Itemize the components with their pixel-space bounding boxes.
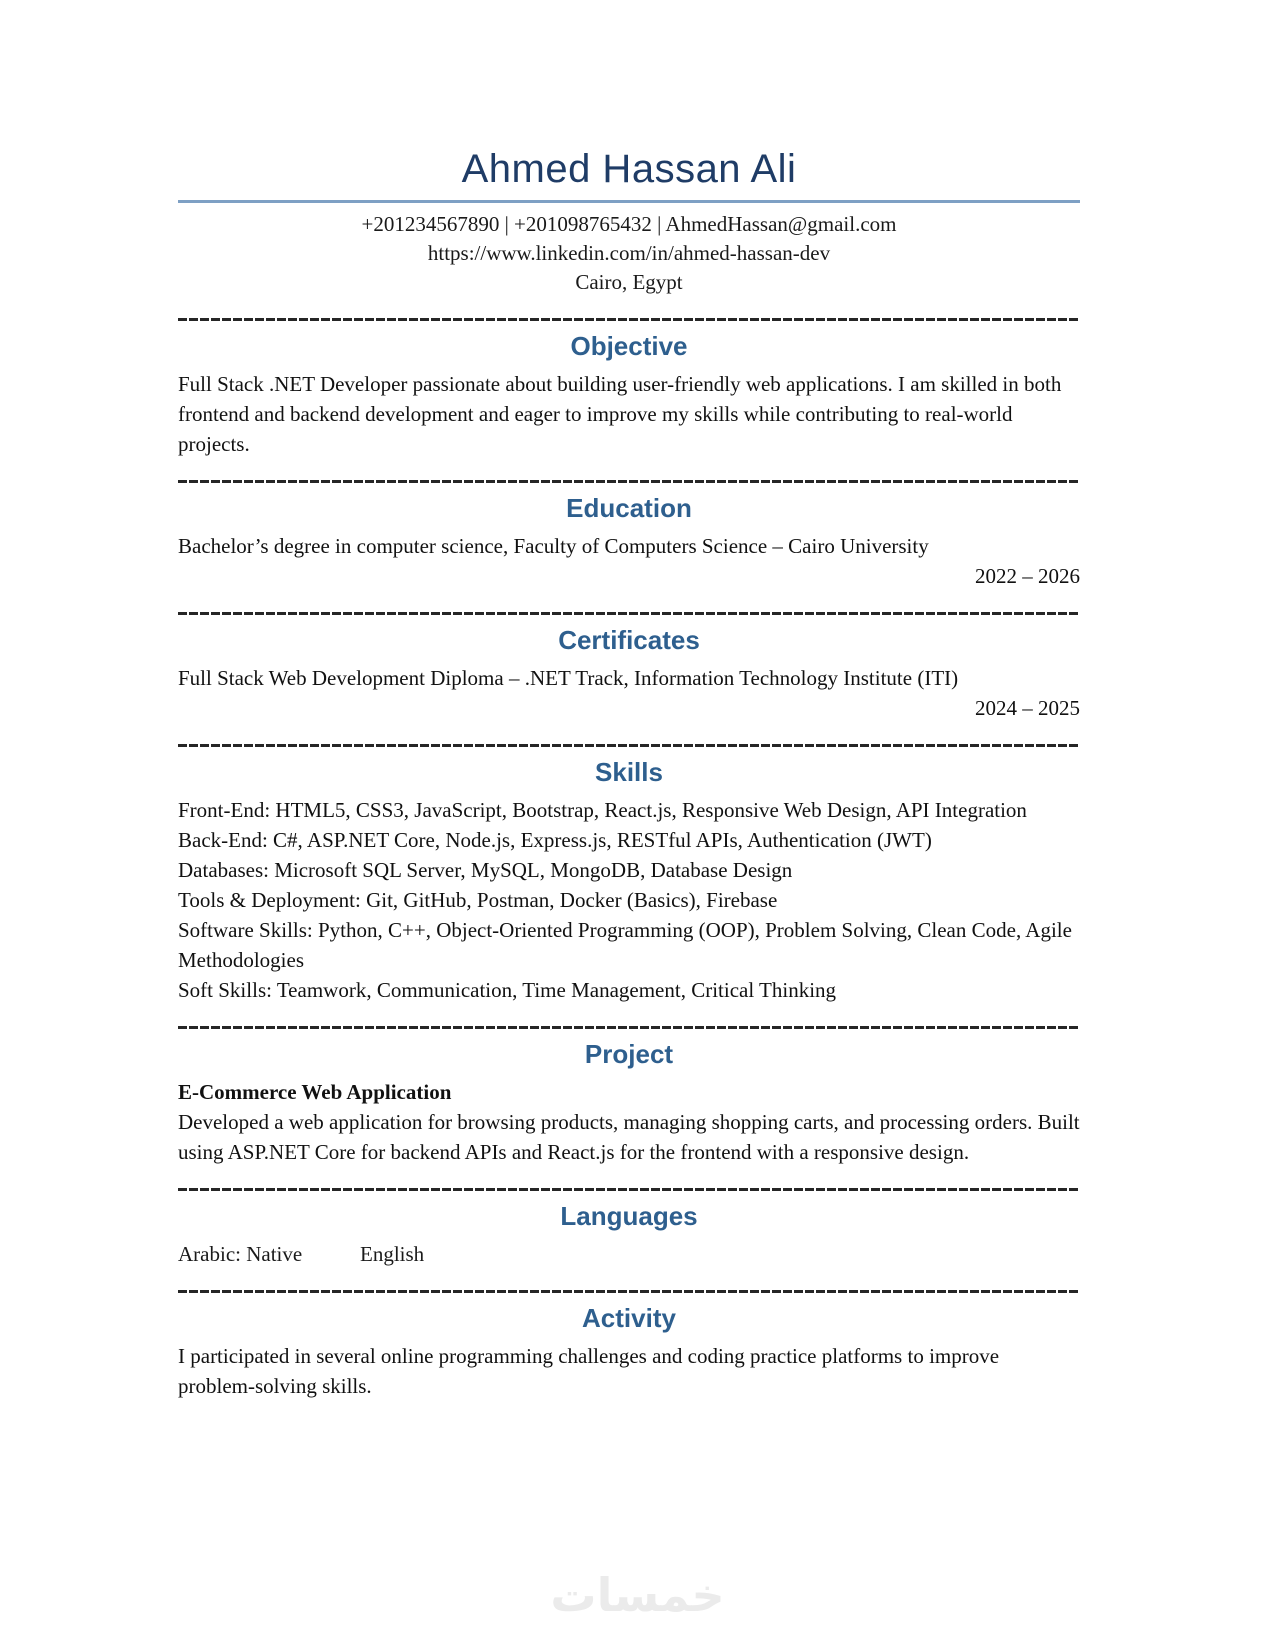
skill-line-soft-skills: Soft Skills: Teamwork, Communication, Time Management, Critical Thinking [178,978,837,1002]
section-title-project: Project [584,1039,674,1069]
skill-line-back-end: Back-End: C#, ASP.NET Core, Node.js, Express.js, RESTful APIs, Authentication (JWT) [178,828,932,852]
section-separator [178,318,1080,321]
section-title-skills: Skills [595,757,663,787]
location-line: Cairo, Egypt [575,270,683,294]
linkedin-url: https://www.linkedin.com/in/ahmed-hassan-dev [427,241,831,265]
contact-phones-email: +201234567890 | +201098765432 | AhmedHassan@gmail.com [361,212,897,236]
section-separator [178,1188,1080,1191]
education-degree: Bachelor’s degree in computer science, Faculty of Computers Science – Cairo University [178,534,929,558]
section-title-languages: Languages [560,1201,698,1231]
section-title-certificates: Certificates [558,625,700,655]
language-english: English [360,1242,425,1266]
section-title-objective: Objective [570,331,688,361]
language-arabic: Arabic: Native [178,1242,303,1266]
skill-line-tools-deployment: Tools & Deployment: Git, GitHub, Postman, Docker (Basics), Firebase [178,888,778,912]
section-title-activity: Activity [582,1303,676,1333]
education-dates: 2022 – 2026 [975,564,1080,588]
candidate-name: Ahmed Hassan Ali [461,147,797,191]
section-separator [178,612,1080,615]
objective-text: Full Stack .NET Developer passionate about building user-friendly web applications. I am skilled in both frontend and backend development and eager to improve my skills while contributing to real-world projects. [178,372,1062,456]
section-separator [178,1026,1080,1029]
resume-content [178,0,1080,1401]
section-separator [178,480,1080,483]
khamsat-watermark: خمسات [550,1568,725,1622]
activity-text: I participated in several online programming challenges and coding practice platforms to improve problem-solving skills. [178,1344,1000,1398]
header-rule [178,200,1080,203]
project-name: E-Commerce Web Application [178,1080,452,1104]
languages-row [178,1239,1080,1269]
skill-line-software-skills: Software Skills: Python, C++, Object-Oriented Programming (OOP), Problem Solving, Clean Code, Agile Methodologies [178,918,1072,972]
certificate-item: Full Stack Web Development Diploma – .NET Track, Information Technology Institute (ITI) [178,666,959,690]
section-separator [178,744,1080,747]
section-separator [178,1290,1080,1293]
project-description: Developed a web application for browsing products, managing shopping carts, and processing orders. Built using ASP.NET Core for backend APIs and React.js for the frontend with a responsive design. [178,1110,1080,1164]
certificate-dates: 2024 – 2025 [975,696,1080,720]
skill-line-databases: Databases: Microsoft SQL Server, MySQL, MongoDB, Database Design [178,858,793,882]
section-title-education: Education [566,493,692,523]
skill-line-front-end: Front-End: HTML5, CSS3, JavaScript, Bootstrap, React.js, Responsive Web Design, API Integration [178,798,1027,822]
